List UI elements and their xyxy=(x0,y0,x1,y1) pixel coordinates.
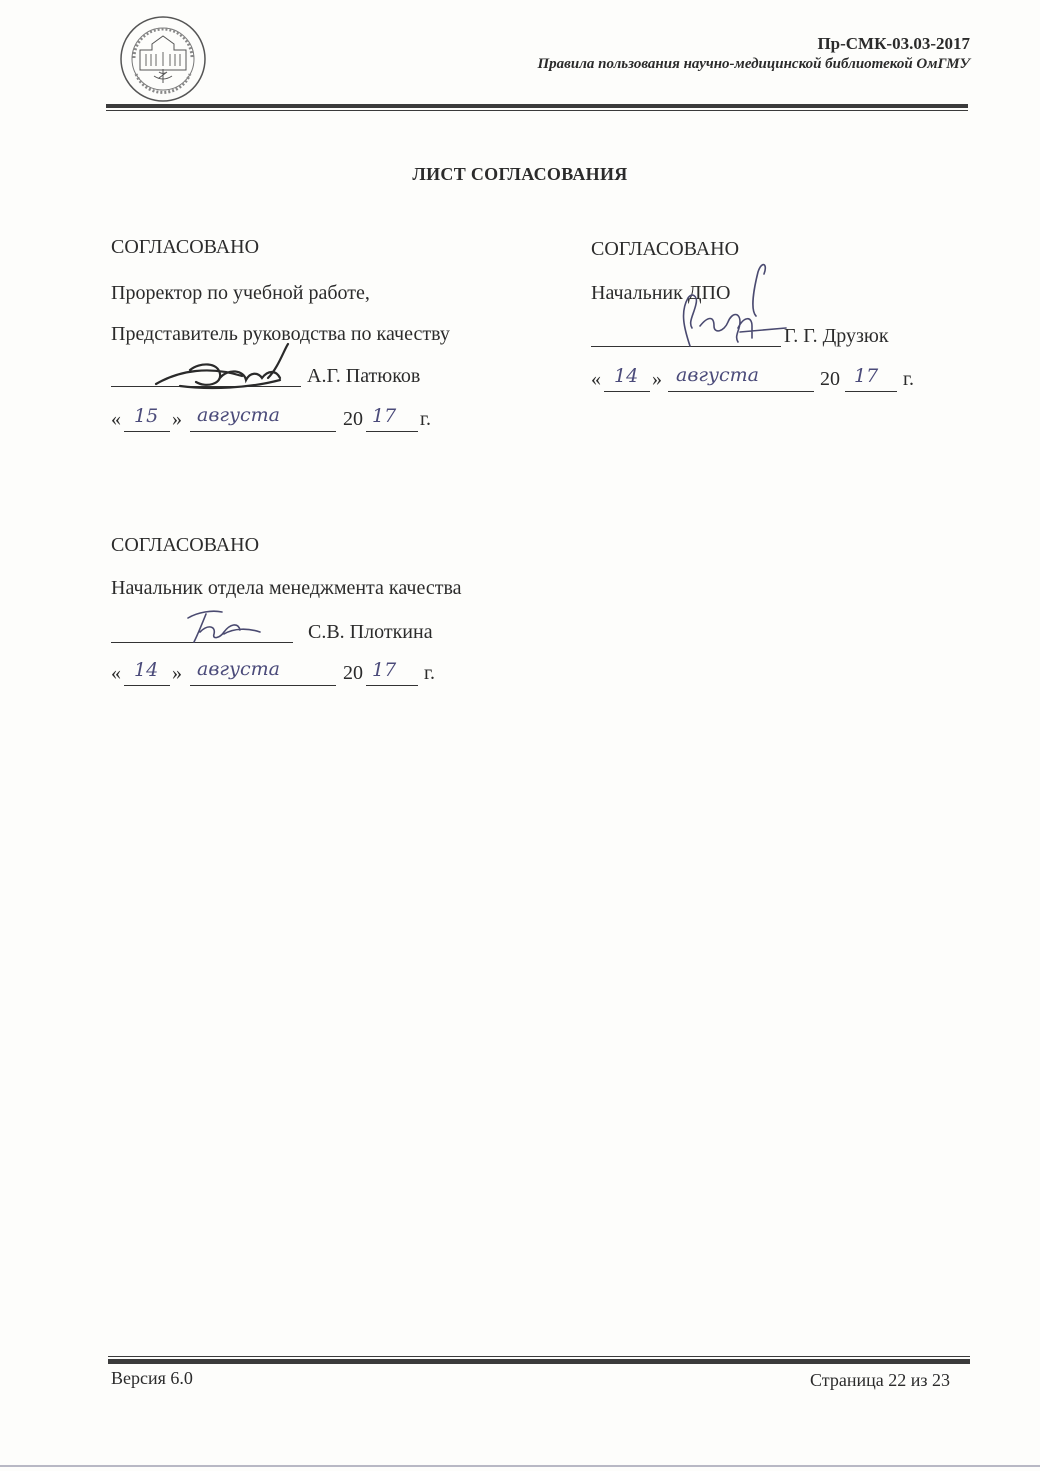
header-divider-thin xyxy=(106,110,968,111)
date-day-line-bottom xyxy=(124,685,170,686)
date-year-end-right: г. xyxy=(903,368,914,390)
date-year-prefix-right: 20 xyxy=(820,368,840,390)
date-day-left: 15 xyxy=(134,405,159,427)
footer-divider xyxy=(108,1359,970,1364)
handwritten-signature-right xyxy=(660,262,800,352)
date-year-end-bottom: г. xyxy=(424,662,435,684)
signer-name-bottom: С.В. Плоткина xyxy=(308,621,433,643)
date-month-line-bottom xyxy=(190,685,336,686)
page-number: Страница 22 из 23 xyxy=(810,1370,950,1390)
position-right-line1: Начальник ДПО xyxy=(591,282,731,304)
position-left-line1: Проректор по учебной работе, xyxy=(111,282,370,304)
date-month-line-right xyxy=(668,391,814,392)
position-bottom-line1: Начальник отдела менеджмента качества xyxy=(111,577,462,599)
signer-name-right: Г. Г. Друзюк xyxy=(784,325,889,347)
date-year-bottom: 17 xyxy=(372,659,397,681)
date-day-bottom: 14 xyxy=(134,659,159,681)
date-month-left: августа xyxy=(197,404,280,426)
date-open-quote-right: « xyxy=(591,368,601,390)
date-close-quote-bottom: » xyxy=(172,662,182,684)
page-title: ЛИСТ СОГЛАСОВАНИЯ xyxy=(412,164,628,184)
footer-divider-thin xyxy=(108,1356,970,1357)
signer-name-left: А.Г. Патюков xyxy=(307,365,421,387)
date-year-right: 17 xyxy=(854,365,879,387)
date-open-quote-bottom: « xyxy=(111,662,121,684)
date-close-quote-right: » xyxy=(652,368,662,390)
date-day-line-right xyxy=(604,391,650,392)
document-header-title: Правила пользования научно-медицинской библиотекой ОмГМУ xyxy=(537,56,970,72)
date-year-line-bottom xyxy=(366,685,418,686)
date-open-quote-left: « xyxy=(111,408,121,430)
handwritten-signature-left xyxy=(150,340,310,410)
scan-edge-line xyxy=(0,1465,1040,1467)
date-close-quote-left: » xyxy=(172,408,182,430)
university-seal-icon xyxy=(118,14,208,104)
date-month-bottom: августа xyxy=(197,658,280,680)
approval-label-right: СОГЛАСОВАНО xyxy=(591,238,740,260)
date-year-line-right xyxy=(845,391,897,392)
date-year-left: 17 xyxy=(372,405,397,427)
date-year-line-left xyxy=(366,431,418,432)
header-divider xyxy=(106,104,968,108)
handwritten-signature-bottom xyxy=(180,604,270,648)
date-day-line-left xyxy=(124,431,170,432)
date-month-line-left xyxy=(190,431,336,432)
date-day-right: 14 xyxy=(614,365,639,387)
approval-label-bottom: СОГЛАСОВАНО xyxy=(111,534,260,556)
position-left-line2: Представитель руководства по качеству xyxy=(111,323,450,345)
document-code: Пр-СМК-03.03-2017 xyxy=(817,34,970,53)
version-label: Версия 6.0 xyxy=(111,1368,193,1388)
date-month-right: августа xyxy=(676,364,759,386)
approval-label-left: СОГЛАСОВАНО xyxy=(111,236,260,258)
date-year-end-left: г. xyxy=(420,408,431,430)
date-year-prefix-bottom: 20 xyxy=(343,662,363,684)
date-year-prefix-left: 20 xyxy=(343,408,363,430)
